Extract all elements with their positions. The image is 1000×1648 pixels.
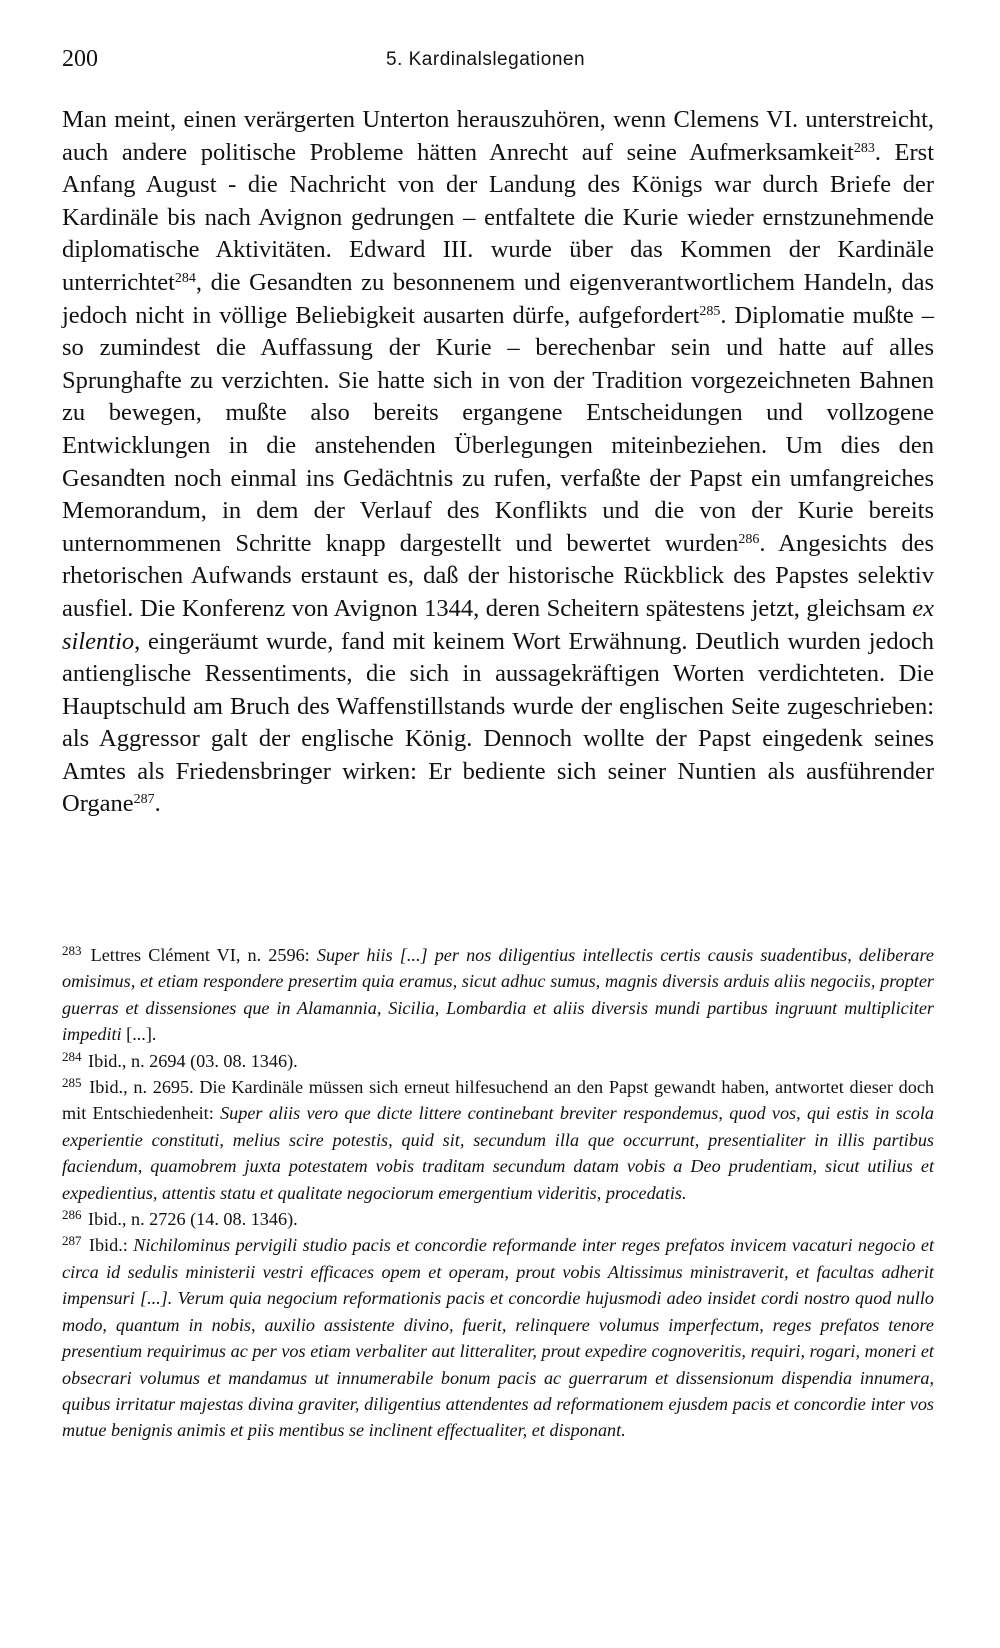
- text-segment: .: [154, 790, 161, 818]
- chapter-title: 5. Kardinalslegationen: [386, 49, 586, 70]
- text-segment: , die Gesandten zu besonnenem und eigenverantwortlichem Handeln, das jedoch nicht in völlige Beliebigkeit ausarten dürfe, aufgefordert: [62, 268, 934, 329]
- footnote: [62, 942, 934, 1048]
- running-head: [62, 46, 938, 78]
- footnote-text: Lettres Clément VI, n. 2596:: [90, 945, 317, 965]
- text-segment: . Angesichts des rhetorischen Aufwands erstaunt es, daß der historische Rückblick des Papstes selektiv ausfiel. Die Konferenz von Avignon 1344, deren Scheitern spätestens jetzt, gleichsam: [62, 529, 934, 622]
- text-segment: . Diplomatie mußte – so zumindest die Auffassung der Kurie – berechenbar sein und hatte auf alles Sprunghafte zu verzichten. Sie hatte sich in von der Tradition vorgezeichneten Bahnen zu bewegen, mußte also bereits ergangene Entscheidungen und vollzogene Entwicklungen in die anstehenden Überlegungen miteinbeziehen. Um dies den Gesandten noch einmal ins Gedächtnis zu rufen, verfaßte der Papst ein umfangreiches Memorandum, in dem der Verlauf des Konflikts und die von der Kurie bereits unternommenen Schritte knapp dargestellt und bewertet wurden: [62, 301, 935, 557]
- footnote-number: 287: [62, 1233, 82, 1249]
- footnote-text: Ibid., n. 2726 (14. 08. 1346).: [88, 1209, 298, 1230]
- text-segment: . Erst Anfang August - die Nachricht von der Landung des Königs war durch Briefe der Kardinäle bis nach Avignon gedrungen – entfaltete die Kurie wieder ernstzunehmende diplomatische Aktivitäten. Edward III. wurde über das Kommen der Kardinäle unterrichtet: [62, 138, 935, 296]
- footnote-reference[interactable]: 287: [133, 792, 155, 808]
- italic-phrase: ex silentio: [62, 594, 934, 655]
- text-segment: Man meint, einen verärgerten Unterton herauszuhören, wenn Clemens VI. unterstreicht, auch andere politische Probleme hätten Anrecht auf seine Aufmerksamkeit: [62, 106, 934, 166]
- footnote-quote: Nichilominus pervigili studio pacis et concordie reformande inter reges prefatos invicem vacaturi negocio et circa id sedulis ministerii vestri efficaces opem et operam, prout vobis Altissimus ministraverit, et facultas adherit impensuri [...]. Verum quia negocium reformationis pacis et concordie hujusmodi adeo insidet cordi nostro quod nullo modo, quantum in nobis, auxilio assistente divino, fuerit, relinquere volumus imperfectum, reges prefatos tenore presentium requirimus ac per vos etiam verbaliter aut litteraliter, prout expedire cognoveritis, requiri, rogari, moneri et obsecrari volumus et mandamus ut innumerabile bonum pacis ac guerrarum et dissensionum dispendia innumera, quibus irritatur majestas divina graviter, diligentius attendentes ad reformationem ejusdem pacis et concordie inter vos mutue benignis animis et piis mentibus se inclinent effectualiter, et disponant.: [62, 1235, 935, 1441]
- footnote-number: 284: [62, 1048, 82, 1064]
- page-number: 200: [62, 46, 98, 72]
- footnote-reference[interactable]: 286: [738, 531, 760, 547]
- footnote-number: 285: [62, 1075, 82, 1091]
- footnote: [62, 1206, 934, 1232]
- footnote: [62, 1232, 934, 1443]
- footnote-number: 286: [62, 1207, 82, 1223]
- footnote: [62, 1048, 934, 1074]
- text-segment: , eingeräumt wurde, fand mit keinem Wort Erwähnung. Deutlich wurden jedoch antienglische Ressentiments, die sich in aussagekräftigen Worten verdichteten. Die Hauptschuld am Bruch des Waffenstillstands wurde der englischen Seite zugeschrieben: als Aggressor galt der englische König. Dennoch wollte der Papst eingedenk seines Amtes als Friedensbringer wirken: Er bediente sich seiner Nuntien als ausführender Organe: [62, 627, 934, 818]
- main-paragraph: [62, 104, 934, 821]
- footnote-text: [...].: [121, 1024, 157, 1045]
- footnote-reference[interactable]: 283: [853, 140, 875, 156]
- footnote-text: Ibid., n. 2695. Die Kardinäle müssen sich erneut hilfesuchend an den Papst gewandt haben, antwortet dieser doch mit Entschiedenheit:: [62, 1077, 934, 1124]
- footnote-reference[interactable]: 284: [174, 270, 196, 286]
- footnote: [62, 1074, 934, 1206]
- footnote-number: 283: [62, 943, 82, 958]
- footnote-text: Ibid.:: [88, 1235, 134, 1256]
- footnote-text: Ibid., n. 2694 (03. 08. 1346).: [88, 1050, 298, 1071]
- footnote-quote: Super hiis [...] per nos diligentius intellectis certis causis suadentibus, deliberare omisimus, et etiam respondere presertim quia eramus, sicut adhuc sumus, magnis diversis arduis aliis negociis, propter guerras et dissensiones que in Alamannia, Sicilia, Lombardia et aliis diversis mundi partibus ingruunt multipliciter impediti: [62, 945, 934, 1045]
- footnote-quote: Super aliis vero que dicte littere continebant breviter respondemus, quod vos, qui estis in scola experientie constituti, melius scire potestis, quid sit, secundum illa que occurrunt, presentialiter in illis partibus faciendum, quamobrem juxta potestatem vobis traditam secundum datam vobis a Deo prudentiam, sicut utilius et expedientius, attentis statu et qualitate negociorum emergentium videritis, procedatis.: [62, 1103, 934, 1203]
- footnotes-section: [62, 942, 934, 1444]
- footnote-reference[interactable]: 285: [699, 303, 721, 319]
